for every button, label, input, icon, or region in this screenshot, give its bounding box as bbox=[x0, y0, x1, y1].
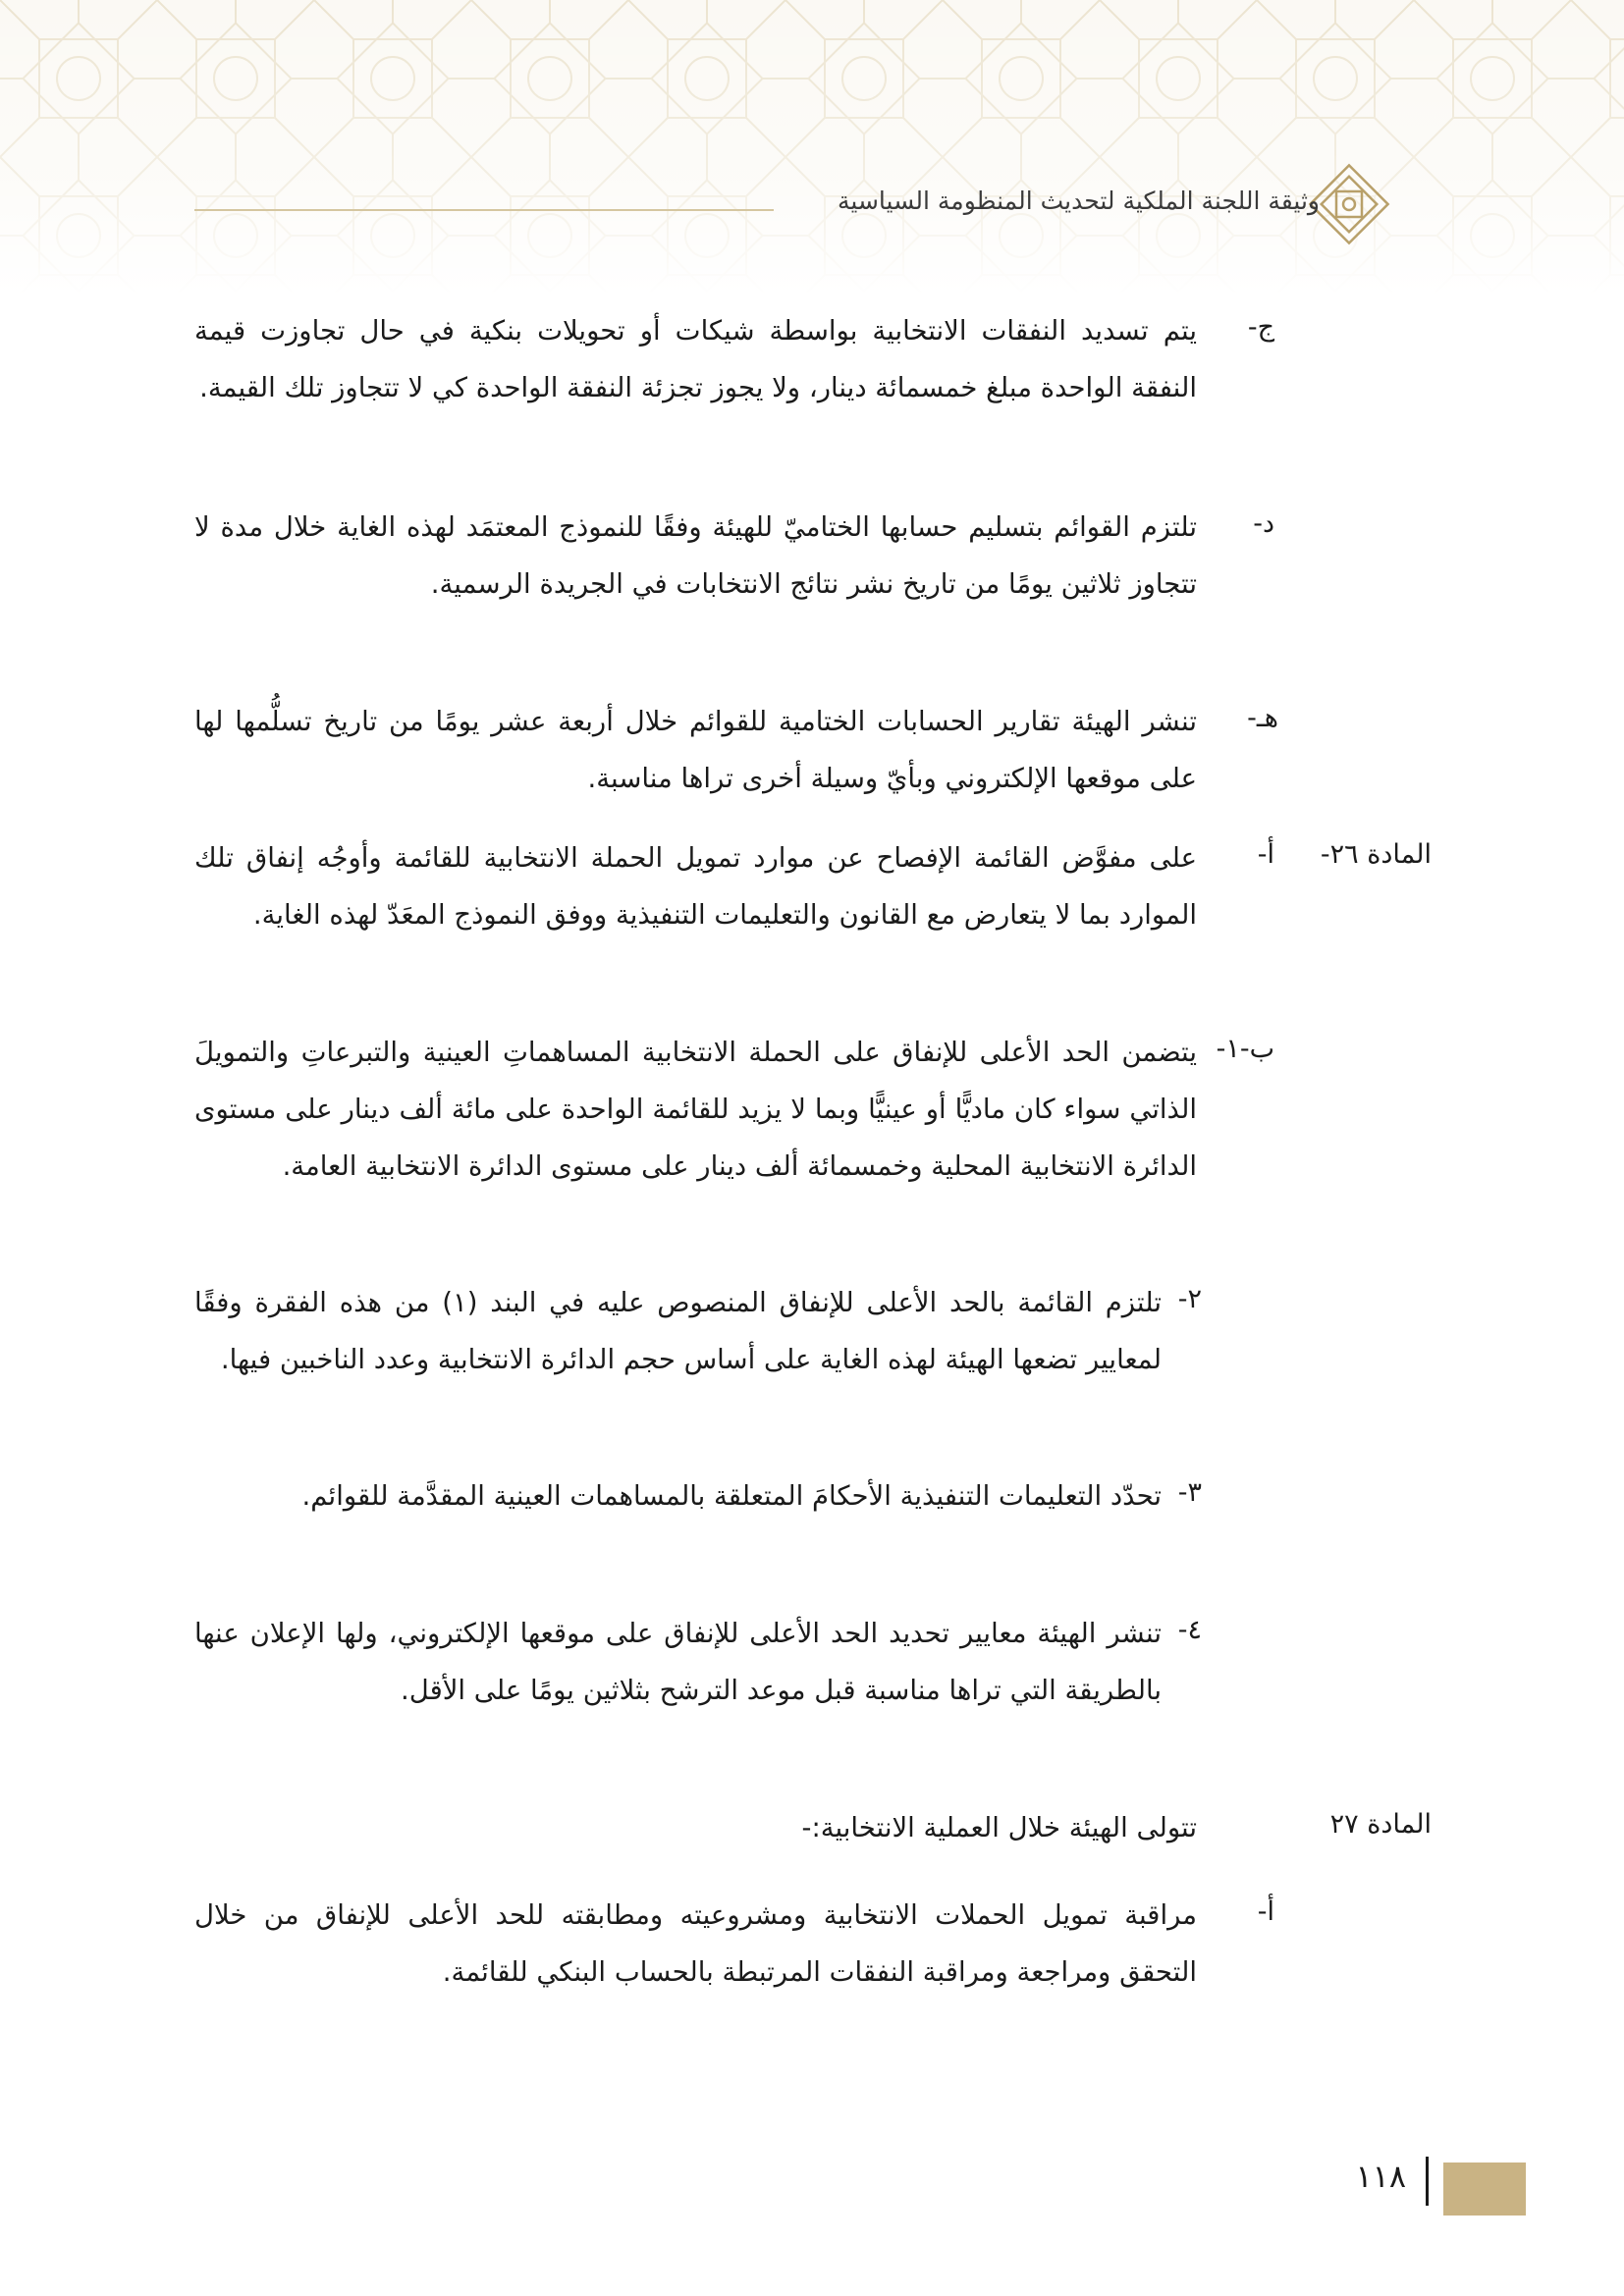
page-accent-block bbox=[1443, 2163, 1526, 2216]
paragraph: تنشر الهيئة معايير تحديد الحد الأعلى للإنفاق على موقعها الإلكتروني، ولها الإعلان عنها بالطريقة التي تراها مناسبة قبل موعد الترشح بثلاثين يومًا على الأقل. bbox=[194, 1618, 1162, 1706]
paragraph: يتم تسديد النفقات الانتخابية بواسطة شيكات أو تحويلات بنكية في حال تجاوزت قيمة النفقة الواحدة مبلغ خمسمائة دينار، ولا يجوز تجزئة النفقة الواحدة كي لا تتجاوز تلك القيمة. bbox=[194, 315, 1197, 403]
paragraph: تلتزم القائمة بالحد الأعلى للإنفاق المنصوص عليه في البند (١) من هذه الفقرة وفقًا لمعايير تضعها الهيئة لهذه الغاية على أساس حجم الدائرة الانتخابية وعدد الناخبين فيها. bbox=[194, 1287, 1162, 1375]
document-title: وثيقة اللجنة الملكية لتحديث المنظومة السياسية bbox=[838, 187, 1320, 215]
paragraph: تنشر الهيئة تقارير الحسابات الختامية للقوائم خلال أربعة عشر يومًا من تاريخ تسلُّمها لها على موقعها الإلكتروني وبأيّ وسيلة أخرى تراها مناسبة. bbox=[194, 706, 1197, 794]
item-marker: ٤- bbox=[1177, 1615, 1202, 1645]
item-marker: ج- bbox=[1247, 312, 1274, 343]
item-marker: هـ- bbox=[1247, 703, 1278, 733]
item-marker: ٣- bbox=[1177, 1477, 1202, 1508]
paragraph: مراقبة تمويل الحملات الانتخابية ومشروعيته ومطابقته للحد الأعلى للإنفاق من خلال التحقق ومراجعة ومراقبة النفقات المرتبطة بالحساب البنكي للقائمة. bbox=[194, 1899, 1197, 1988]
article-number: المادة ٢٦- bbox=[1320, 839, 1432, 870]
page-number: ١١٨ bbox=[1355, 2158, 1406, 2195]
paragraph: تتولى الهيئة خلال العملية الانتخابية:- bbox=[801, 1812, 1197, 1843]
item-marker: د- bbox=[1253, 508, 1274, 539]
article-number: المادة ٢٧ bbox=[1329, 1809, 1432, 1840]
paragraph: على مفوَّض القائمة الإفصاح عن موارد تمويل الحملة الانتخابية للقائمة وأوجُه إنفاق تلك الموارد بما لا يتعارض مع القانون والتعليمات التنفيذية ووفق النموذج المعَدّ لهذه الغاية. bbox=[194, 842, 1197, 931]
paragraph: يتضمن الحد الأعلى للإنفاق على الحملة الانتخابية المساهماتِ العينية والتبرعاتِ والتمويلَ الذاتي سواء كان ماديًّا أو عينيًّا وبما لا يزيد للقائمة الواحدة على مائة ألف دينار على مستوى الدائرة الانتخابية المحلية وخمسمائة ألف دينار على مستوى الدائرة الانتخابية العامة. bbox=[194, 1037, 1197, 1182]
page-divider bbox=[1426, 2157, 1429, 2206]
paragraph: تلتزم القوائم بتسليم حسابها الختاميّ للهيئة وفقًا للنموذج المعتمَد لهذه الغاية خلال مدة لا تتجاوز ثلاثين يومًا من تاريخ نشر نتائج الانتخابات في الجريدة الرسمية. bbox=[194, 511, 1197, 600]
item-marker: ب-١- bbox=[1216, 1034, 1274, 1064]
header-divider bbox=[194, 209, 774, 211]
paragraph: تحدّد التعليمات التنفيذية الأحكامَ المتعلقة بالمساهمات العينية المقدَّمة للقوائم. bbox=[301, 1480, 1162, 1512]
item-marker: ٢- bbox=[1177, 1284, 1202, 1314]
item-marker: أ- bbox=[1257, 839, 1274, 870]
item-marker: أ- bbox=[1257, 1896, 1274, 1927]
